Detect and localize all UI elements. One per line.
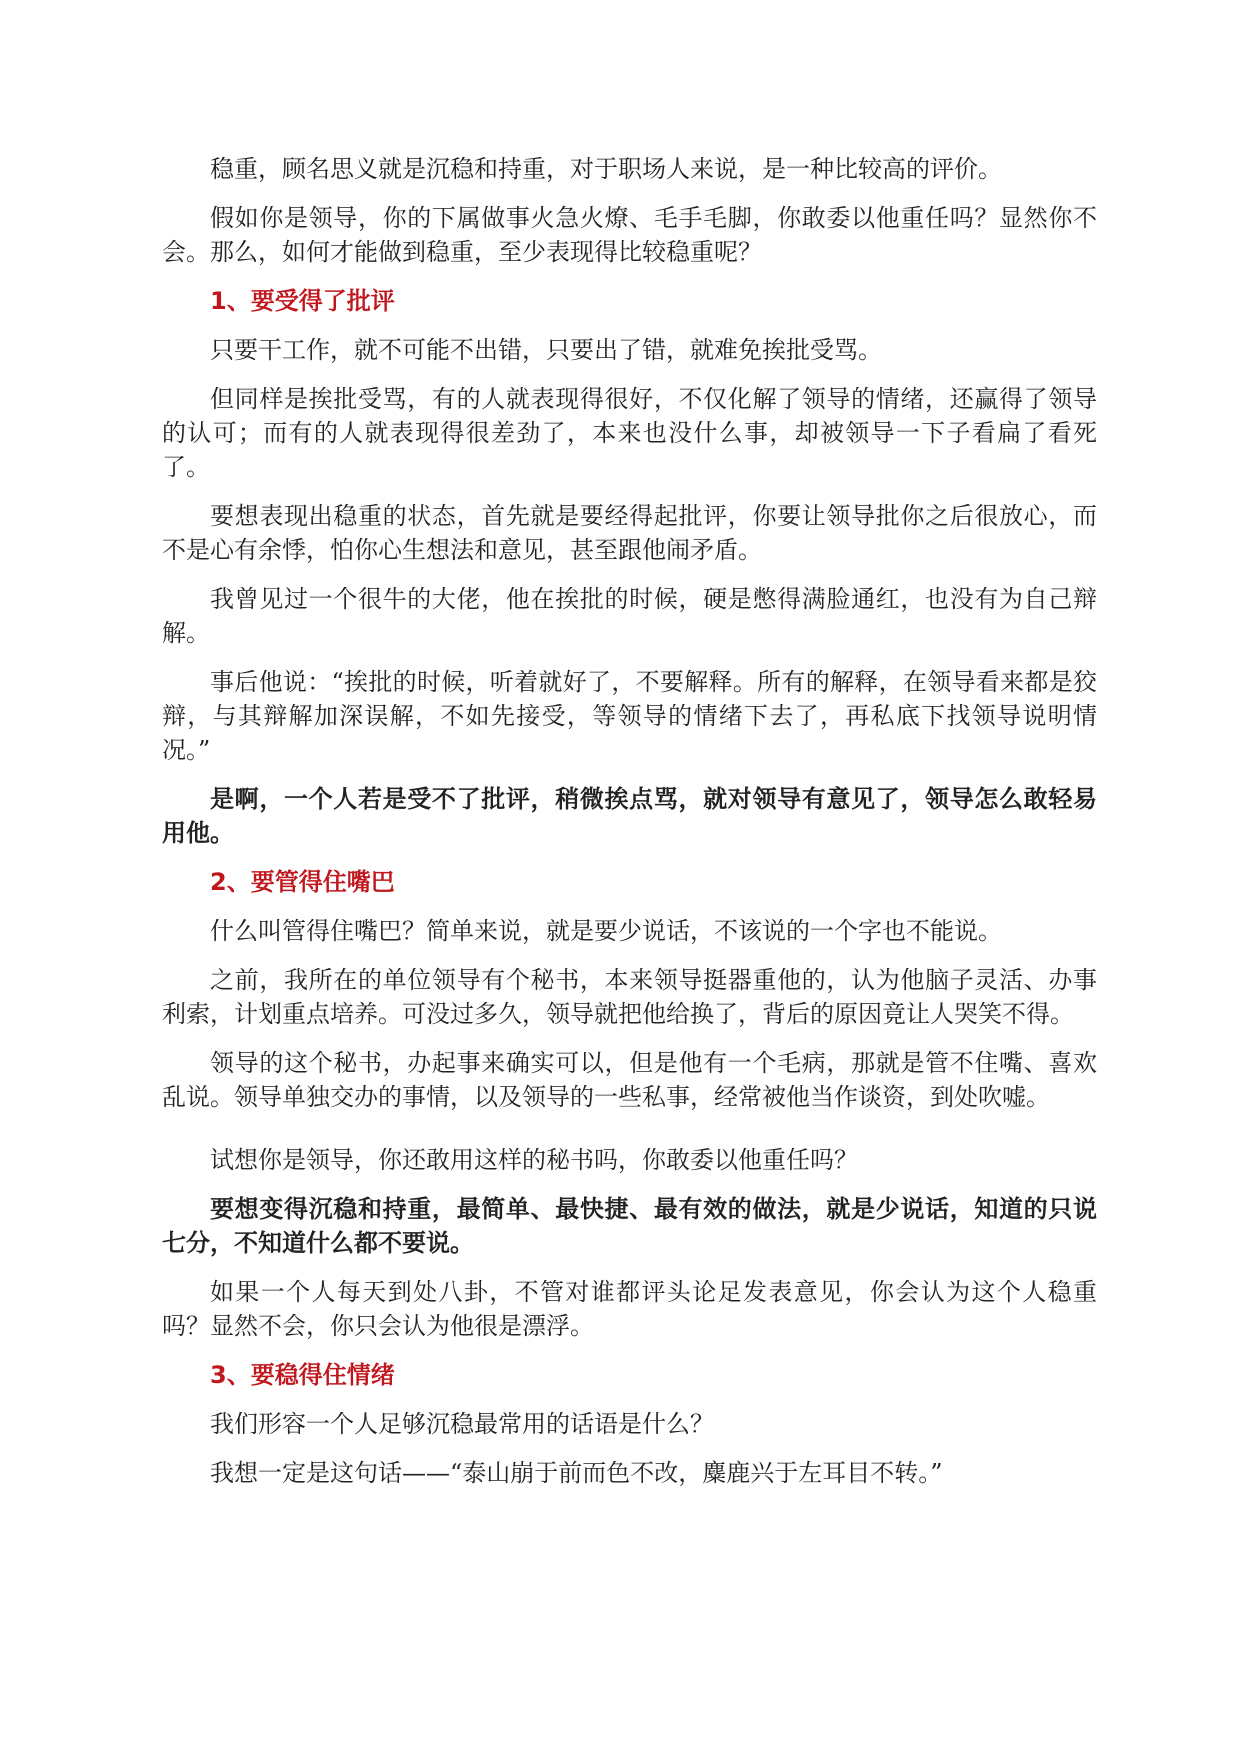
paragraph: 我曾见过一个很牛的大佬，他在挨批的时候，硬是憋得满脸通红，也没有为自己辩解。 [162, 585, 1097, 647]
article-body [162, 152, 1097, 1505]
paragraph-emphasis: 要想变得沉稳和持重，最简单、最快捷、最有效的做法，就是少说话，知道的只说七分，不知道什么都不要说。 [162, 1195, 1097, 1257]
paragraph: 如果一个人每天到处八卦，不管对谁都评头论足发表意见，你会认为这个人稳重吗？显然不会，你只会认为他很是漂浮。 [162, 1278, 1097, 1340]
paragraph: 要想表现出稳重的状态，首先就是要经得起批评，你要让领导批你之后很放心，而不是心有余悸，怕你心生想法和意见，甚至跟他闹矛盾。 [162, 502, 1097, 564]
paragraph-intro: 稳重，顾名思义就是沉稳和持重，对于职场人来说，是一种比较高的评价。 [210, 155, 1002, 183]
spacer [162, 1129, 1097, 1143]
paragraph-emphasis: 是啊，一个人若是受不了批评，稍微挨点骂，就对领导有意见了，领导怎么敢轻易用他。 [162, 785, 1097, 847]
paragraph: 只要干工作，就不可能不出错，只要出了错，就难免挨批受骂。 [210, 336, 882, 364]
section-heading-3: 3、要稳得住情绪 [210, 1361, 395, 1389]
paragraph-quote: 我想一定是这句话——“泰山崩于前而色不改，麋鹿兴于左耳目不转。” [210, 1459, 943, 1487]
paragraph: 我们形容一个人足够沉稳最常用的话语是什么？ [210, 1410, 714, 1438]
paragraph-question: 假如你是领导，你的下属做事火急火燎、毛手毛脚，你敢委以他重任吗？显然你不会。那么，如何才能做到稳重，至少表现得比较稳重呢？ [162, 204, 1097, 266]
paragraph-quote: 事后他说：“挨批的时候，听着就好了，不要解释。所有的解释，在领导看来都是狡辩，与其辩解加深误解，不如先接受，等领导的情绪下去了，再私底下找领导说明情况。” [162, 668, 1097, 764]
section-heading-1: 1、要受得了批评 [210, 287, 395, 315]
paragraph: 领导的这个秘书，办起事来确实可以，但是他有一个毛病，那就是管不住嘴、喜欢乱说。领导单独交办的事情，以及领导的一些私事，经常被他当作谈资，到处吹嘘。 [162, 1049, 1097, 1111]
paragraph: 试想你是领导，你还敢用这样的秘书吗，你敢委以他重任吗？ [210, 1146, 858, 1174]
paragraph: 之前，我所在的单位领导有个秘书，本来领导挺器重他的，认为他脑子灵活、办事利索，计划重点培养。可没过多久，领导就把他给换了，背后的原因竟让人哭笑不得。 [162, 966, 1097, 1028]
paragraph: 什么叫管得住嘴巴？简单来说，就是要少说话，不该说的一个字也不能说。 [210, 917, 1002, 945]
paragraph: 但同样是挨批受骂，有的人就表现得很好，不仅化解了领导的情绪，还赢得了领导的认可；而有的人就表现得很差劲了，本来也没什么事，却被领导一下子看扁了看死了。 [162, 385, 1097, 481]
section-heading-2: 2、要管得住嘴巴 [210, 868, 395, 896]
